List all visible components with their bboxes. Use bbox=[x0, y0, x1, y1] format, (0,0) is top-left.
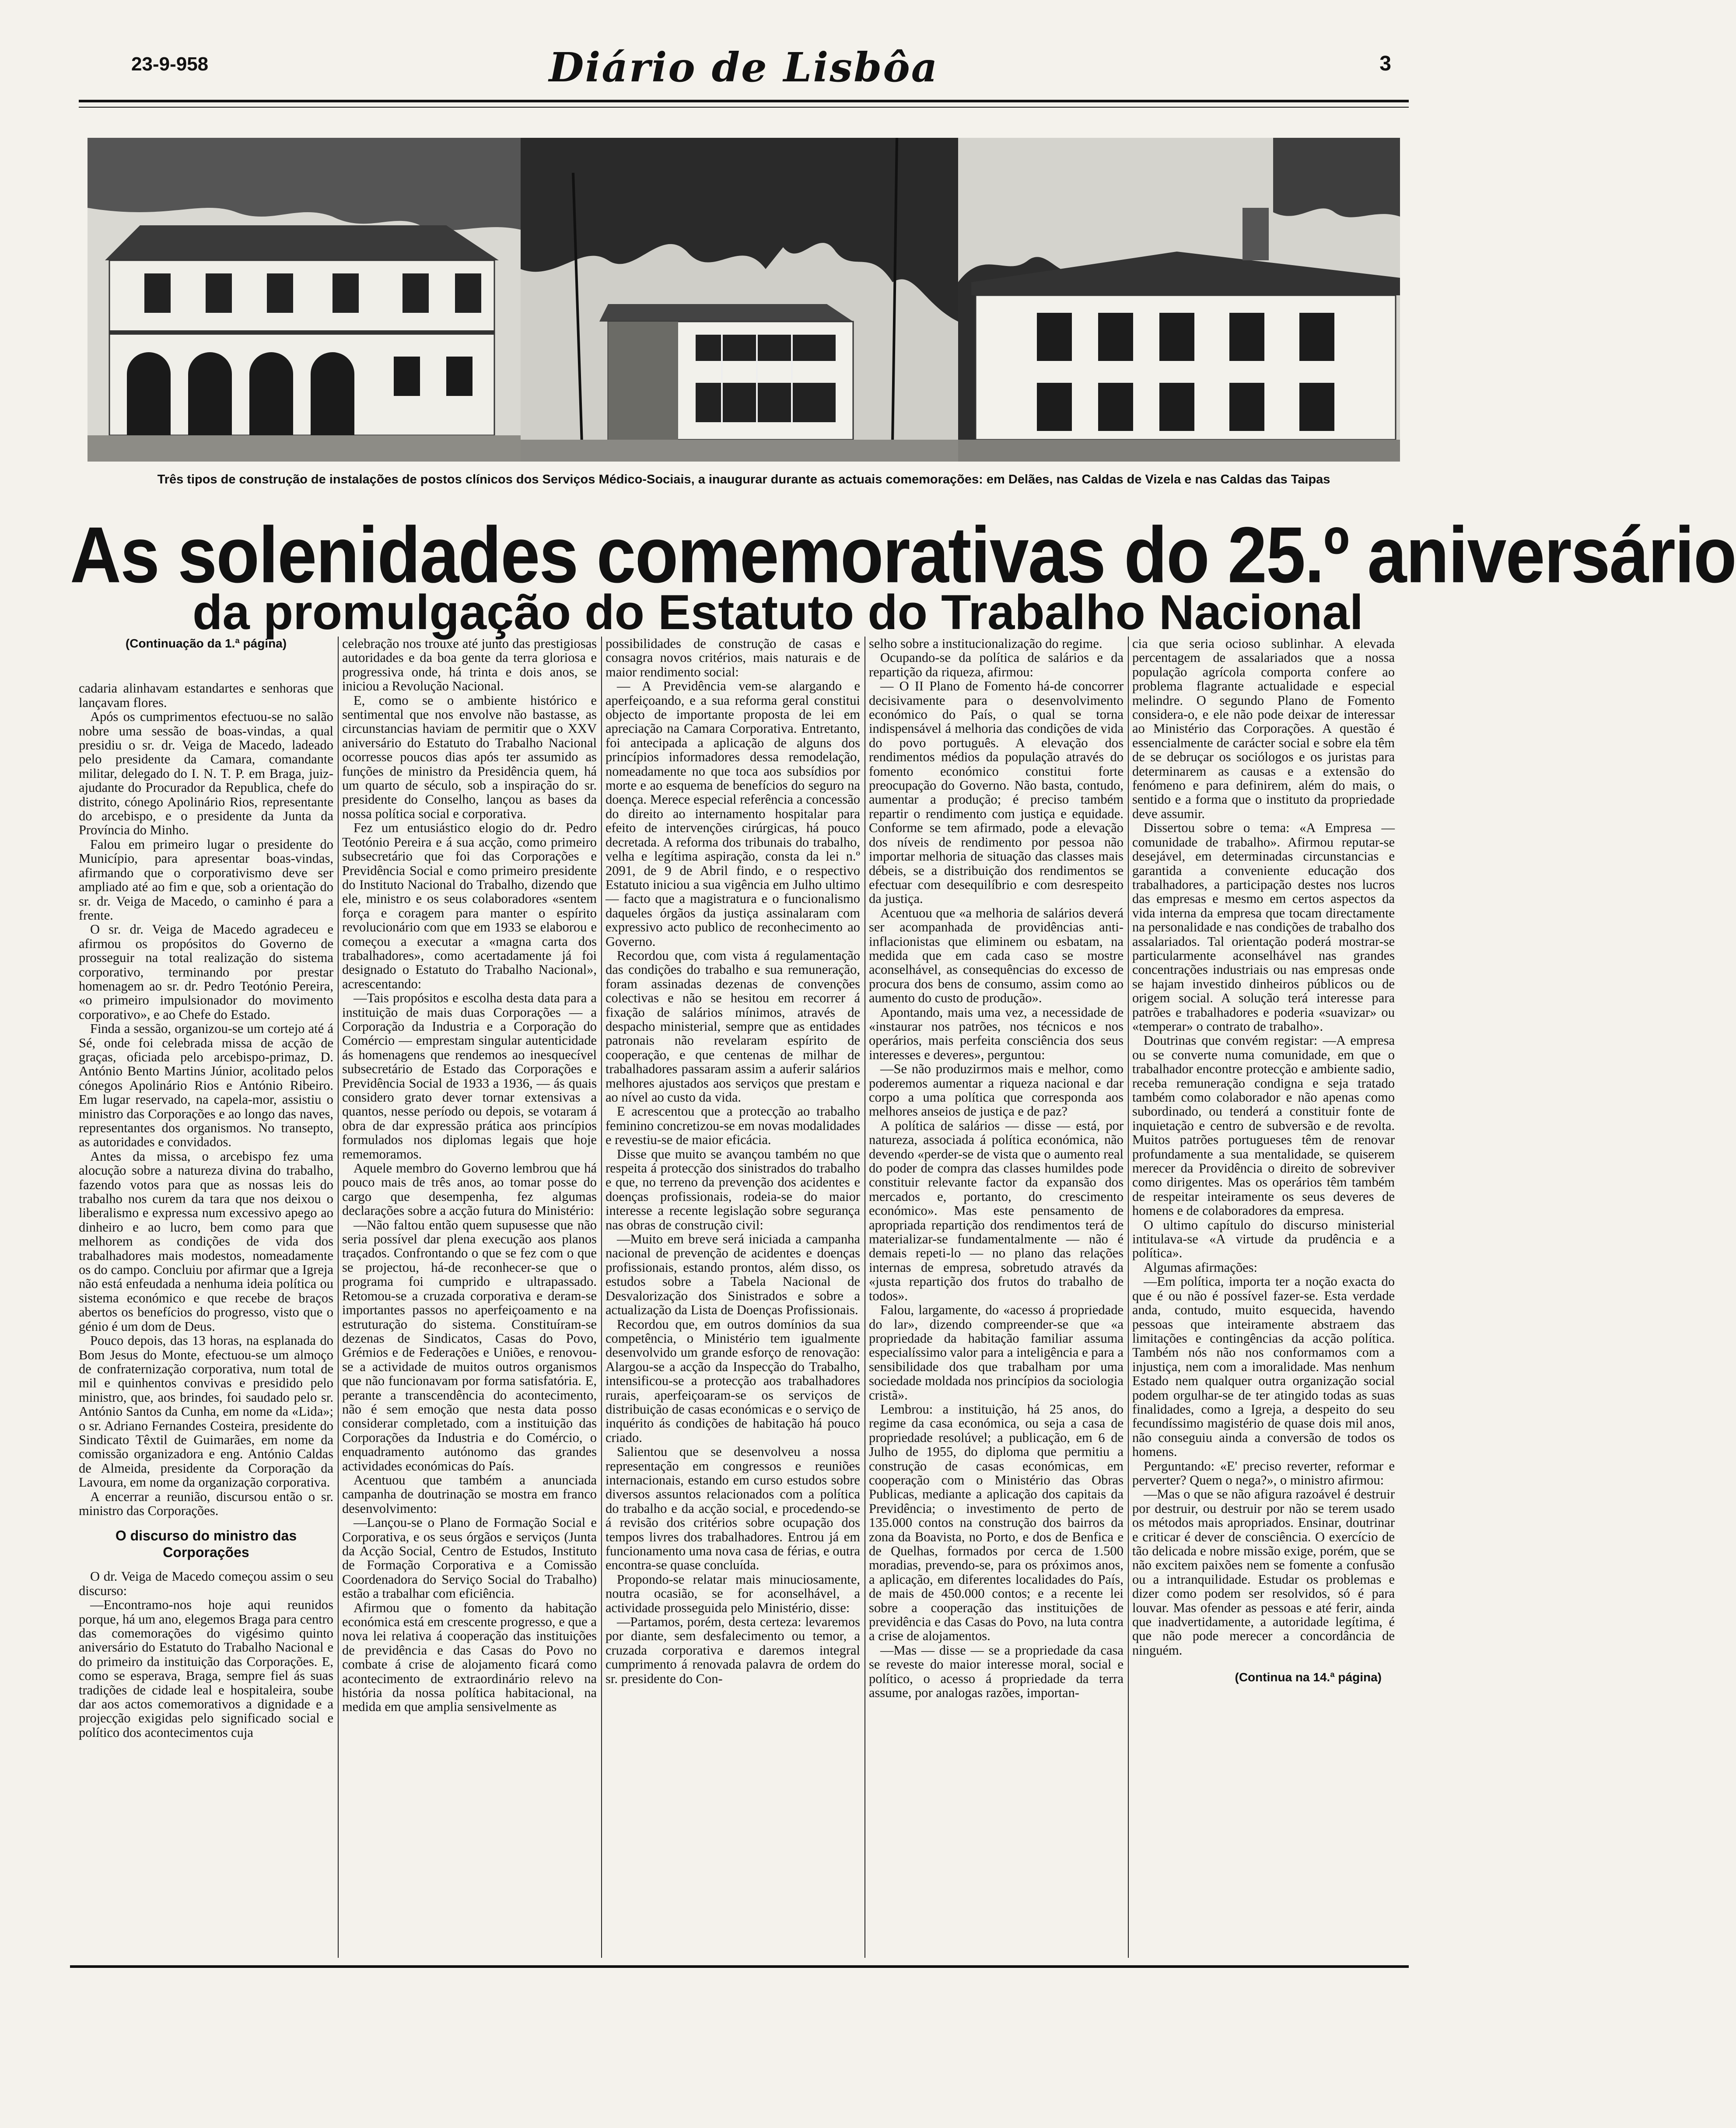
article-paragraph: —Muito em breve será iniciada a campanha nacional de prevenção de acidentes e doenças profissionais, estando prontos, além disso, os estudos sobre a Tabela Nacional de Desvalorização dos Sinistrados e sobre a actualização da Lista de Doenças Profissionais. bbox=[606, 1232, 860, 1318]
article-paragraph: Acentuou que também a anunciada campanha de doutrinação se mostra em franco desenvolvimento: bbox=[342, 1472, 597, 1516]
article-paragraph: —Lançou-se o Plano de Formação Social e Corporativa, e os seus órgãos e serviços (Junta da Acção Social, Centro de Estudos, Instituto de Formação Corporativa e a Comissão Coordenadora do Serviço Social do Trabalho) estão a trabalhar com eficiência. bbox=[342, 1515, 597, 1601]
photo-clinic-delaes bbox=[88, 138, 521, 462]
article-paragraph: O sr. dr. Veiga de Macedo agradeceu e afirmou os propósitos do Governo de prosseguir na total realização do sistema corporativo, terminando por prestar homenagem ao sr. dr. Pedro Teotónio Pereira, «o primeiro impulsionador do movimento corporativo», e ao Chefe do Estado. bbox=[79, 922, 333, 1022]
article-paragraph: Falou, largamente, do «acesso á propriedade do lar», dizendo compreender-se que «a propriedade da habitação familiar assuma especialíssimo valor para a inteligência e para a sensibilidade dos que trabalham por uma sociedade moldada nos princípios da sociologia cristã». bbox=[869, 1302, 1124, 1403]
article-column-2 bbox=[342, 637, 597, 1953]
article-paragraph: Pouco depois, das 13 horas, na esplanada do Bom Jesus do Monte, efectuou-se um almoço de confraternização corporativa, num total de mil e quinhentos convivas e presidido pelo ministro, que, aos brindes, foi saudado pelo sr. António Santos da Cunha, em nome da «Lida»; o sr. Adriano Fernandes Costeira, presidente do Sindicato Têxtil de Guimarães, em nome da comissão organizadora e eng. António Caldas de Almeida, presidente da Corporação da Lavoura, em nome da organização corporativa. bbox=[79, 1333, 333, 1490]
article-paragraph: O ultimo capítulo do discurso ministerial intitulava-se «A virtude da prudência e a política». bbox=[1132, 1217, 1395, 1261]
article-column-4 bbox=[869, 637, 1124, 1953]
article-paragraph: Recordou que, com vista á regulamentação das condições do trabalho e sua remuneração, foram assinadas dezenas de convenções colectivas e não se hesitou em recorrer á fixação de salários mínimos, através de despacho ministerial, sempre que as entidades patronais não revelaram espírito de cooperação, e que centenas de milhar de trabalhadores passaram assim a auferir salários melhores ajustados aos serviços que prestam e ao nível ao custo da vida. bbox=[606, 948, 860, 1105]
article-paragraph: Falou em primeiro lugar o presidente do Município, para apresentar boas-vindas, afirmando que o corporativismo deve ser ampliado até ao fim e que, sob a orientação do sr. dr. Veiga de Macedo, o caminho é para a frente. bbox=[79, 836, 333, 923]
article-paragraph: —Mas o que se não afigura razoável é destruir por destruir, ou destruir por não se terem usado os métodos mais apropriados. Ensinar, doutrinar e criticar é dever de consciência. O exercício de tão delicada e nobre missão exige, porém, que se não excitem paixões nem se fomente a confusão ou a intranquilidade. Estudar os problemas e dizer como podem ser resolvidos, só é para louvar. Mas ofender as pessoas e até ferir, ainda que inadvertidamente, a autoridade legítima, é que não pode merecer a concordância de ninguém. bbox=[1132, 1487, 1395, 1658]
photo-strip bbox=[88, 138, 1400, 462]
article-paragraph: —Em política, importa ter a noção exacta do que é ou não é possível fazer-se. Esta verdade anda, contudo, muito esquecida, havendo pessoas que inteiramente abstraem das limitações e contingências da acção política. Também nós não nos conformamos com a injustiça, nem com a imoralidade. Mas nenhum Estado nem qualquer outra organização social podem orgulhar-se de ter atingido todas as suas finalidades, como a Igreja, a despeito do seu fecundíssimo magistério de quase dois mil anos, não conseguiu ainda a conversão de todos os homens. bbox=[1132, 1274, 1395, 1460]
article-paragraph: A encerrar a reunião, discursou então o sr. ministro das Corporações. bbox=[79, 1489, 333, 1518]
article-paragraph: —Partamos, porém, desta certeza: levaremos por diante, sem desfalecimento ou temor, a cruzada corporativa e daremos integral cumprimento á renovada palavra de ordem do sr. presidente do Con- bbox=[606, 1614, 860, 1686]
article-column-1 bbox=[79, 637, 333, 1953]
article-paragraph: Algumas afirmações: bbox=[1144, 1260, 1258, 1275]
photo-caption: Três tipos de construção de instalações de postos clínicos dos Serviços Médico-Sociais, a inaugurar durante as actuais comemorações: em Delães, nas Caldas de Vizela e nas Caldas das Taipas bbox=[157, 472, 1330, 486]
article-paragraph: Apontando, mais uma vez, a necessidade de «instaurar nos patrões, nos técnicos e nos operários, mais perfeita consciência dos seus interesses e deveres», perguntou: bbox=[869, 1004, 1124, 1062]
continuation-to: (Continua na 14.ª página) bbox=[1235, 1670, 1382, 1684]
article-paragraph: Acentuou que «a melhoria de salários deverá ser acompanhada de providências anti-inflacionistas que eliminem ou esbatam, na medida que em cada caso se mostre aconselhável, as consequências do excesso de procura dos bens de consumo, assim como ao aumento do custo de produção». bbox=[869, 905, 1124, 1006]
article-paragraph: —Tais propósitos e escolha desta data para a instituição de mais duas Corporações — a Corporação da Industria e a Corporação do Comércio — emprestam singular autenticidade ás homenagens que rendemos ao inesquecível subsecretário de Estado das Corporações e Previdência Social de 1933 a 1936, — ás quais considero grato dever tornar extensivas a quantos, nesse período ou depois, se votaram á obra de dar expressão prática aos princípios formulados nos diplomas legais que hoje rememoramos. bbox=[342, 990, 597, 1162]
article-paragraph: possibilidades de construção de casas e consagra novos critérios, mais naturais e de maior rendimento social: bbox=[606, 636, 860, 679]
article-paragraph: — A Previdência vem-se alargando e aperfeiçoando, e a sua reforma geral constitui objecto de importante proposta de lei em apreciação na Camara Corporativa. Entretanto, foi antecipada a aplicação de alguns dos princípios informadores dessa remodelação, nomeadamente no que toca aos subsídios por morte e ao esquema de benefícios do seguro na doença. Merece especial referência a concessão do direito ao internamento hospitalar para efeito de intervenções cirúrgicas, há pouco decretada. A reforma dos tribunais do trabalho, velha e legítima aspiração, consta da lei n.º 2091, de 9 de Abril findo, e o respectivo Estatuto iniciou a sua vigência em Julho ultimo — facto que a magistratura e o funcionalismo daqueles órgãos da justiça assinalaram com expressivo acto publico de reconhecimento ao Governo. bbox=[606, 679, 860, 949]
article-paragraph: Finda a sessão, organizou-se um cortejo até á Sé, onde foi celebrada missa de acção de graças, oficiada pelo arcebispo-primaz, D. António Bento Martins Júnior, acolitado pelos cónegos Apolinário Rios e António Ribeiro. Em lugar reservado, na capela-mor, assistiu o ministro das Corporações e ao longo das naves, representantes dos organismos. No transepto, as autoridades e convidados. bbox=[79, 1021, 333, 1150]
article-paragraph: Afirmou que o fomento da habitação económica está em crescente progresso, e que a nova lei relativa á cooperação das instituições de previdência e das Casas do Povo no combate á crise de alojamento ficará como acontecimento de extraordinário relevo na história da nossa política habitacional, na medida em que amplia sensivelmente as bbox=[342, 1600, 597, 1715]
article-paragraph: cadaria alinhavam estandartes e senhoras que lançavam flores. bbox=[79, 681, 333, 710]
continuation-from: (Continuação da 1.ª página) bbox=[125, 637, 287, 650]
column-rule bbox=[1128, 637, 1129, 1958]
article-paragraph: —Mas — disse — se a propriedade da casa se reveste do maior interesse moral, social e político, o acesso á propriedade da terra assume, por analogas razões, importan- bbox=[869, 1642, 1124, 1701]
article-paragraph: selho sobre a institucionalização do regime. bbox=[869, 636, 1102, 651]
column-rule bbox=[864, 637, 865, 1958]
page-number: 3 bbox=[1379, 52, 1391, 75]
article-paragraph: Perguntando: «E' preciso reverter, reformar e perverter? Quem o nega?», o ministro afirmou: bbox=[1132, 1458, 1395, 1488]
article-paragraph: cia que seria ocioso sublinhar. A elevada percentagem de assalariados que a nossa população agrícola comporta confere ao problema flagrante actualidade e especial melindre. O segundo Plano de Fomento considera-o, e ele não pode deixar de interessar ao Ministério das Corporações. A questão é essencialmente de carácter social e sobre ela têm de se debruçar os sociólogos e os juristas para determinarem as causas e a extensão do fenómeno e para definirem, além do mais, o sentido e a forma que o instituto da propriedade deve assumir. bbox=[1132, 636, 1395, 821]
article-paragraph: E, como se o ambiente histórico e sentimental que nos envolve não bastasse, as circunstancias haviam de permitir que o XXV aniversário do Estatuto do Trabalho Nacional ocorresse poucos dias após ter assumido as funções de ministro da Presidência quem, há um quarto de século, sob a inspiração do sr. presidente do Conselho, lançou as bases da nossa política social e corporativa. bbox=[342, 693, 597, 821]
article-paragraph: Doutrinas que convém registar: —A empresa ou se converte numa comunidade, em que o trabalhador encontre protecção e ambiente sadio, receba remuneração condigna e seja tratado também como colaborador e não apenas como subordinado, ou tenderá a constituir fonte de inquietação e centro de subversão e de revolta. Muitos patrões portugueses têm de renovar profundamente a sua mentalidade, se quiserem merecer da Providência o direito de sobreviver como dirigentes. Mas os operários têm também de respeitar inteiramente os seus deveres de homens e de colaboradores da empresa. bbox=[1132, 1033, 1395, 1218]
article-paragraph: Aquele membro do Governo lembrou que há pouco mais de três anos, ao tomar posse do cargo que desempenha, fez algumas declarações sobre a acção futura do Ministério: bbox=[342, 1161, 597, 1218]
article-paragraph: celebração nos trouxe até junto das prestigiosas autoridades e da boa gente da terra gloriosa e progressiva onde, há trinta e dois anos, se iniciou a Revolução Nacional. bbox=[342, 636, 597, 694]
column-rule bbox=[601, 637, 602, 1958]
article-paragraph: Disse que muito se avançou também no que respeita á protecção dos sinistrados do trabalho e que, no terreno da prevenção dos acidentes e doenças profissionais, rodeia-se do maior interesse a recente legislação sobre segurança nas obras de construção civil: bbox=[606, 1146, 860, 1232]
article-paragraph: Dissertou sobre o tema: «A Empresa — comunidade de trabalho». Afirmou reputar-se desejável, em determinadas circunstancias e garantida a conveniente educação dos trabalhadores, a participação destes nos lucros das empresas e mesmo em certos aspectos da vida interna da empresa que tocam directamente na personalidade e nas condições de trabalho dos assalariados. Tal orientação poderá mostrar-se particularmente aconselhável nas grandes concentrações industriais ou nas empresas onde se hajam investido dinheiros públicos ou de origem social. A solução terá interesse para patrões e trabalhadores e poderia «suavizar» ou «temperar» o contrato de trabalho». bbox=[1132, 820, 1395, 1034]
article-paragraph: Lembrou: a instituição, há 25 anos, do regime da casa económica, ou seja a casa de propriedade resolúvel; a publicação, em 6 de Julho de 1955, do diploma que permitiu a construção de casas económicas, em cooperação com o Ministério das Obras Publicas, mediante a aplicação dos capitais da Previdência; o investimento de perto de 135.000 contos na construção dos bairros da zona da Boavista, no Porto, e dos de Benfica e de Quelhas, formados por cerca de 1.500 moradias, prevendo-se, para os próximos anos, a aplicação, em diferentes localidades do País, de mais de 450.000 contos; e a recente lei sobre a cooperação das instituições de previdência e das Casas do Povo, na luta contra a crise de alojamentos. bbox=[869, 1401, 1124, 1644]
issue-date: 23-9-958 bbox=[131, 53, 209, 75]
masthead-rule bbox=[79, 100, 1409, 108]
article-paragraph: Após os cumprimentos efectuou-se no salão nobre uma sessão de boas-vindas, a qual presidiu o sr. dr. Veiga de Macedo, ladeado pelo presidente da Camara, comandante militar, delegado do I. N. T. P. em Braga, juiz-ajudante do Procurador da Republica, chefe do distrito, cónego Apolinário Rios, representante do arcebispo, e o presidente da Junta da Província do Minho. bbox=[79, 709, 333, 838]
article-paragraph: Antes da missa, o arcebispo fez uma alocução sobre a natureza divina do trabalho, fazendo votos para que as nossas leis do trabalho nos curem da tara que nos deixou o liberalismo e expressa num excessivo apego ao dinheiro e ao lucro, bem como para que melhorem as condições de vida dos trabalhadores mais modestos, nomeadamente os do campo. Concluiu por afirmar que a Igreja não está enfeudada a nenhuma ideia política ou sistema económico e que recebe de braços abertos os benefícios do progresso, visto que o génio é um dom de Deus. bbox=[79, 1148, 333, 1334]
masthead bbox=[79, 44, 1409, 101]
article-body bbox=[70, 637, 1409, 1953]
article-paragraph: Ocupando-se da política de salários e da repartição da riqueza, afirmou: bbox=[869, 650, 1124, 679]
column-rule bbox=[338, 637, 339, 1958]
article-paragraph: —Se não produzirmos mais e melhor, como poderemos aumentar a riqueza nacional e dar corpo a uma política que corresponda aos melhores anseios de justiça e de paz? bbox=[869, 1061, 1124, 1119]
photo-clinic-caldas-taipas bbox=[958, 138, 1400, 462]
headline-line-2: da promulgação do Estatuto do Trabalho Nacional bbox=[192, 585, 1363, 640]
headline-line-1: As solenidades comemorativas do 25.º aniversário bbox=[70, 511, 1736, 599]
newspaper-title: Diário de Lisbôa bbox=[549, 44, 939, 91]
article-paragraph: — O II Plano de Fomento há-de concorrer decisivamente para o desenvolvimento económico do País, o qual se torna indispensável á melhoria das condições de vida do povo português. A elevação dos rendimentos médios da população através do fomento económico constitui forte preocupação do Governo. Não basta, contudo, aumentar a produção; é preciso também repartir o rendimento com justiça e equidade. Conforme se tem afirmado, pode a elevação dos níveis de rendimento por pessoa não importar melhoria de situação das classes mais débeis, se a distribuição dos rendimentos se efectuar com desequilíbrio e com desrespeito da justiça. bbox=[869, 679, 1124, 906]
photo-clinic-caldas-vizela bbox=[521, 138, 958, 462]
article-column-3 bbox=[606, 637, 860, 1953]
article-paragraph: O dr. Veiga de Macedo começou assim o seu discurso: bbox=[79, 1569, 333, 1598]
article-paragraph: E acrescentou que a protecção ao trabalho feminino concretizou-se em novas modalidades e revestiu-se de maior eficácia. bbox=[606, 1104, 860, 1148]
article-column-5 bbox=[1132, 637, 1395, 1953]
article-paragraph: Recordou que, em outros domínios da sua competência, o Ministério tem igualmente desenvolvido um grande esforço de renovação: Alargou-se a acção da Inspecção do Trabalho, intensificou-se a protecção aos trabalhadores rurais, aperfeiçoaram-se os serviços de distribuição de casas económicas e o serviço de inquérito ás condições de habitação há pouco criado. bbox=[606, 1316, 860, 1445]
article-paragraph: —Não faltou então quem supusesse que não seria possível dar plena execução aos planos traçados. Confrontando o que se fez com o que se projectou, há-de reconhecer-se que o programa foi cumprido e ultrapassado. Retomou-se a cruzada corporativa e deram-se importantes passos no aperfeiçoamento e na estruturação do sistema. Constituíram-se dezenas de Sindicatos, Casas do Povo, Grémios e de Federações e Uniões, e renovou-se a actividade de muitos outros organismos que não funcionavam por forma satisfatória. E, perante a transcendência do acontecimento, não é sem emoção que nesta data posso considerar completado, com a instituição das Corporações da Industria e do Comércio, o enquadramento autónomo das grandes actividades económicas do País. bbox=[342, 1217, 597, 1474]
article-paragraph: Propondo-se relatar mais minuciosamente, noutra ocasião, se for aconselhável, a actividade prosseguida pelo Ministério, disse: bbox=[606, 1572, 860, 1615]
article-paragraph: Fez um entusiástico elogio do dr. Pedro Teotónio Pereira e á sua acção, como primeiro subsecretário que foi das Corporações e Previdência Social e como primeiro presidente do Instituto Nacional do Trabalho, dizendo que ele, ministro e os seus colaboradores «sentem força e coragem para manter o espírito revolucionário com que em 1933 se elaborou e começou a executar a «magna carta dos trabalhadores», como acertadamente já foi designado o Estatuto do Trabalho Nacional», acrescentando: bbox=[342, 820, 597, 991]
section-subhead: O discurso do ministro das Corporações bbox=[115, 1528, 297, 1561]
article-paragraph: Salientou que se desenvolveu a nossa representação em congressos e reuniões internacionais, estando em curso estudos sobre diversos assuntos relacionados com a política do trabalho e da acção social, e procedendo-se á revisão dos critérios sobre ocupação dos tempos livres dos trabalhadores. Entrou já em funcionamento uma nova casa de férias, e outra encontra-se quase concluída. bbox=[606, 1444, 860, 1573]
page-bottom-rule bbox=[70, 1965, 1409, 1968]
article-paragraph: —Encontramo-nos hoje aqui reunidos porque, há um ano, elegemos Braga para centro das comemorações do vigésimo quinto aniversário do Estatuto do Trabalho Nacional e do primeiro da instituição das Corporações. E, como se esperava, Braga, sempre fiel ás suas tradições de cidade leal e hospitaleira, soube dar aos actos comemorativos a dignidade e a projecção exigidas pelo significado social e político dos acontecimentos cuja bbox=[79, 1597, 333, 1740]
article-paragraph: A política de salários — disse — está, por natureza, associada á política económica, não devendo «perder-se de vista que o aumento real do poder de compra das classes humildes pode constituir relevante factor da expansão dos mercados e, portanto, do crescimento económico». Mas este pensamento de apropriada repartição dos rendimentos terá de materializar-se fundamentalmente — não é demais repeti-lo — no plano das relações internas de empresa, sobretudo através da «justa repartição dos frutos do trabalho de todos». bbox=[869, 1118, 1124, 1303]
